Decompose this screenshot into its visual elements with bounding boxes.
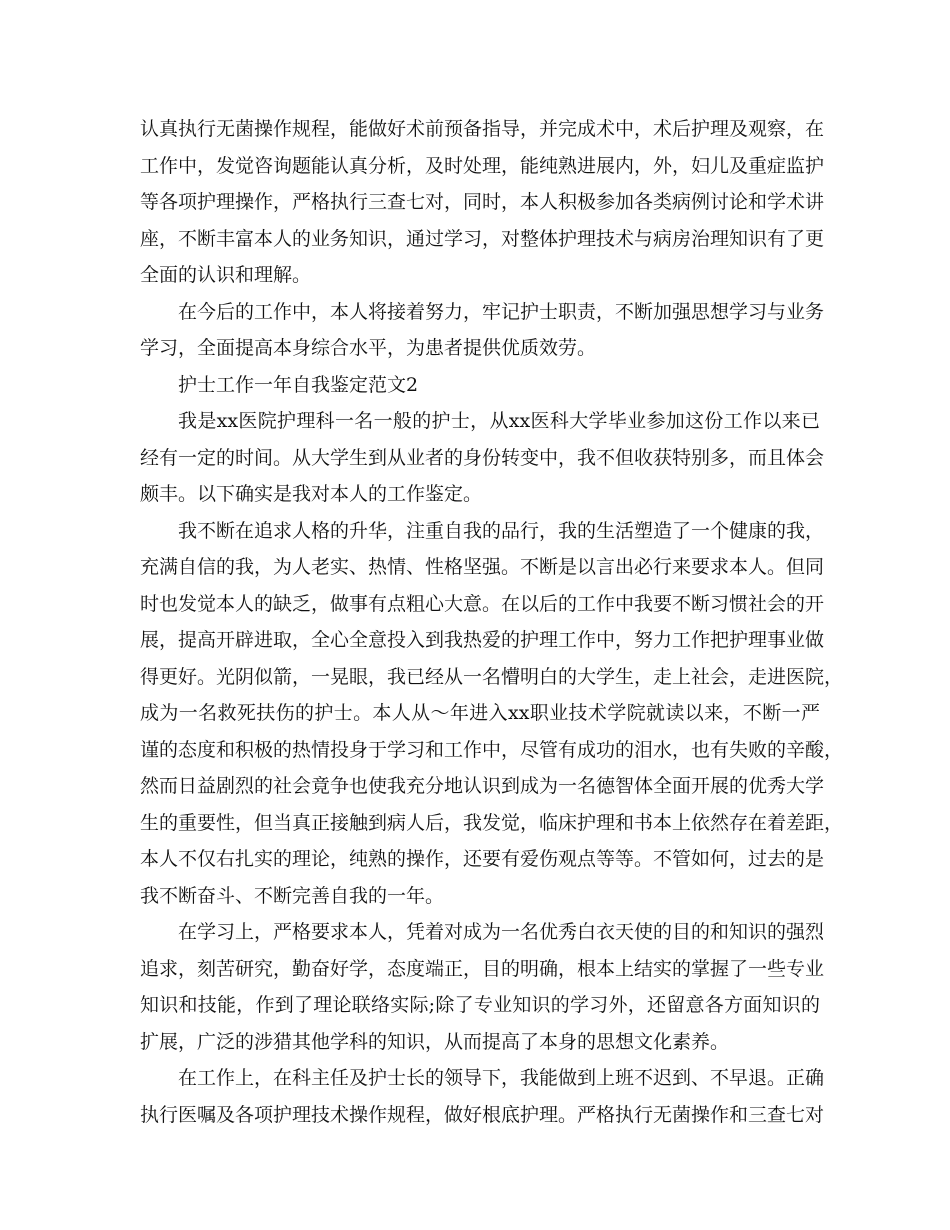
text-line: 成为一名救死扶伤的护士。本人从～年进入xx职业技术学院就读以来，不断一严 [140,702,820,724]
paragraph [140,403,825,513]
paragraph [140,914,825,1060]
paragraph [140,513,844,915]
text-line: 经有一定的时间。从大学生到从业者的身份转变中，我不但收获特别多，而且体会 [140,446,825,469]
paragraph [140,111,825,294]
text-line: 颇丰。以下确实是我对本人的工作鉴定。 [140,483,483,505]
text-line: 等各项护理操作，严格执行三查七对，同时，本人积极参加各类病例讨论和学术讲 [140,191,825,213]
text-line: 追求，刻苦研究，勤奋好学，态度端正，目的明确，根本上结实的掌握了一些专业 [140,957,825,980]
document-body [140,111,844,1133]
text-line: 扩展，广泛的涉猎其他学科的知识，从而提高了本身的思想文化素养。 [140,1030,730,1053]
text-line: 生的重要性，但当真正接触到病人后，我发觉，临床护理和书本上依然存在着差距， [140,811,844,834]
text-line: 知识和技能，作到了理论联络实际;除了专业知识的学习外，还留意各方面知识的 [140,994,820,1016]
text-line: 学习，全面提高本身综合水平，为患者提供优质效劳。 [140,337,597,359]
text-line: 充满自信的我，为人老实、热情、性格坚强。不断是以言出必行来要求本人。但同 [140,556,825,578]
text-line: 时也发觉本人的缺乏，做事有点粗心大意。在以后的工作中我要不断习惯社会的开 [140,592,825,615]
text-line: 我不断奋斗、不断完善自我的一年。 [140,884,445,907]
text-line: 得更好。光阴似箭，一晃眼，我已经从一名懵明白的大学生，走上社会，走进医院， [140,665,844,688]
text-line: 在学习上，严格要求本人，凭着对成为一名优秀白衣天使的目的和知识的强烈 [178,921,825,943]
text-line: 然而日益剧烈的社会竟争也使我充分地认识到成为一名德智体全面开展的优秀大学 [140,775,825,797]
paragraph [140,1060,825,1133]
text-line: 谨的态度和积极的热情投身于学习和工作中，尽管有成功的泪水，也有失败的辛酸， [140,738,844,761]
text-line: 我不断在追求人格的升华，注重自我的品行，我的生活塑造了一个健康的我， [178,519,825,542]
text-line: 座，不断丰富本人的业务知识，通过学习，对整体护理技术与病房治理知识有了更 [140,227,825,250]
text-line: 护士工作一年自我鉴定范文2 [178,373,419,396]
text-line: 认真执行无菌操作规程，能做好术前预备指导，并完成术中，术后护理及观察，在 [140,118,825,140]
text-line: 在今后的工作中，本人将接着努力，牢记护士职责，不断加强思想学习与业务 [178,300,825,323]
text-line: 在工作上，在科主任及护士长的领导下，我能做到上班不迟到、不早退。正确 [178,1067,825,1089]
paragraph [140,294,825,367]
text-line: 全面的认识和理解。 [140,264,312,286]
text-line: 执行医嘱及各项护理技术操作规程，做好根底护理。严格执行无菌操作和三查七对 [140,1103,825,1126]
paragraph [140,367,820,404]
text-line: 工作中，发觉咨询题能认真分析，及时处理，能纯熟进展内，外，妇儿及重症监护 [140,154,825,177]
text-line: 我是xx医院护理科一名一般的护士，从xx医科大学毕业参加这份工作以来已 [178,410,820,432]
text-line: 本人不仅右扎实的理论，纯熟的操作，还要有爱伤观点等等。不管如何，过去的是 [140,848,825,870]
text-line: 展，提高开辟进取，全心全意投入到我热爱的护理工作中，努力工作把护理事业做 [140,629,825,651]
